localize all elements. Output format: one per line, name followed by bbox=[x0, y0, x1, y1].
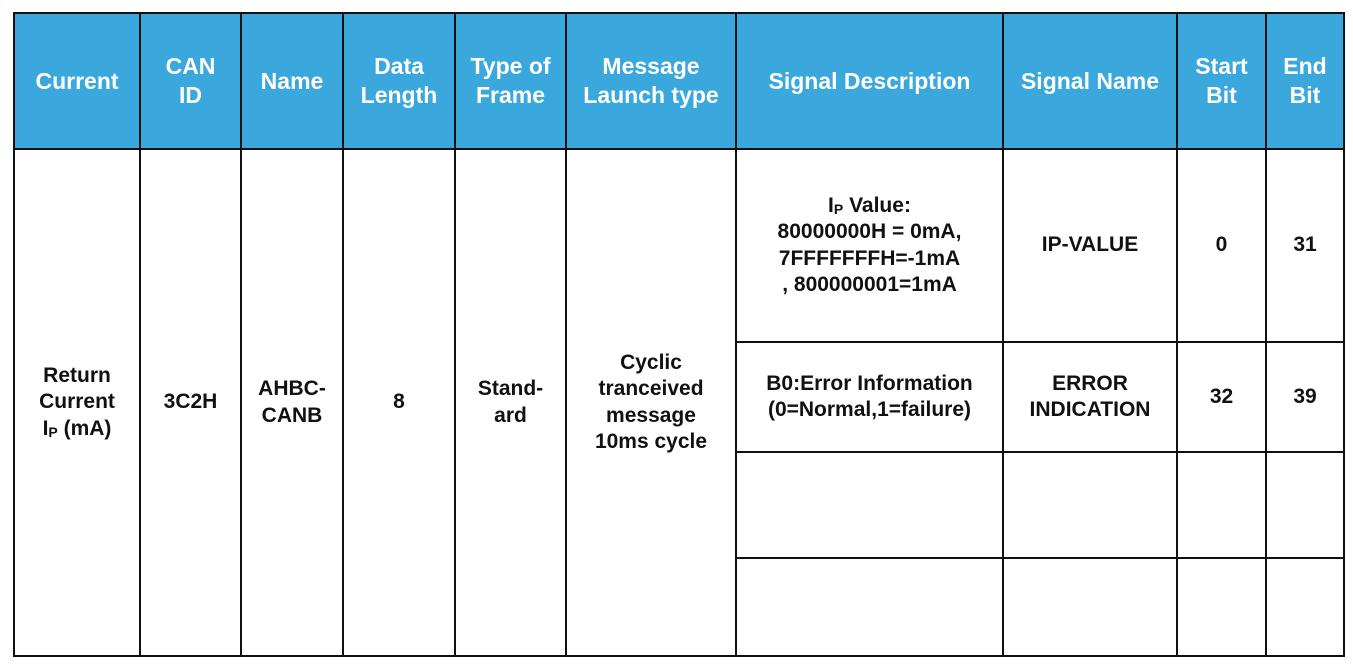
can-message-table bbox=[13, 12, 1345, 657]
cell-message-launch-type bbox=[566, 149, 736, 656]
header-name: Name bbox=[241, 13, 343, 149]
cell-signal-description-error bbox=[736, 342, 1003, 452]
ip-desc-line2: 80000000H = 0mA, bbox=[777, 220, 962, 244]
launch-line1: Cyclic bbox=[620, 351, 682, 374]
cell-can-id: 3C2H bbox=[140, 149, 241, 656]
ip-desc-symbol: I bbox=[828, 194, 834, 217]
cell-empty bbox=[1003, 558, 1177, 656]
error-desc-line2: (0=Normal,1=failure) bbox=[767, 398, 972, 421]
header-end-bit-text: End Bit bbox=[1283, 53, 1327, 108]
cell-empty bbox=[1266, 558, 1344, 656]
header-can-id bbox=[140, 13, 241, 149]
ip-desc-line4: , 800000001=1mA bbox=[782, 272, 957, 296]
cell-end-bit-error: 39 bbox=[1266, 342, 1344, 452]
header-start-bit bbox=[1177, 13, 1266, 149]
cell-empty bbox=[1177, 558, 1266, 656]
error-desc-line1: B0:Error Information bbox=[766, 371, 973, 395]
current-unit: (mA) bbox=[57, 416, 112, 440]
current-symbol: I bbox=[42, 416, 49, 440]
cell-start-bit-ip-value: 0 bbox=[1177, 149, 1266, 342]
cell-empty bbox=[1003, 452, 1177, 558]
table-row bbox=[14, 149, 1344, 342]
cell-signal-name-ip-value: IP-VALUE bbox=[1003, 149, 1177, 342]
ip-desc-line3: 7FFFFFFFH=-1mA bbox=[778, 246, 961, 270]
launch-line4: 10ms cycle bbox=[594, 429, 708, 453]
error-name-line2: INDICATION bbox=[1029, 398, 1151, 421]
header-can-id-text: CAN ID bbox=[165, 53, 216, 108]
name-line2: CANB bbox=[261, 403, 323, 427]
cell-name bbox=[241, 149, 343, 656]
ip-desc-symbol-sub: P bbox=[833, 201, 844, 217]
cell-start-bit-error: 32 bbox=[1177, 342, 1266, 452]
cell-type-of-frame bbox=[455, 149, 566, 656]
frame-line1: Stand- bbox=[477, 377, 544, 401]
current-line2: Current bbox=[39, 390, 115, 414]
cell-signal-name-error bbox=[1003, 342, 1177, 452]
current-symbol-sub: P bbox=[48, 423, 58, 440]
error-name-line1: ERROR bbox=[1052, 371, 1128, 395]
cell-empty bbox=[1266, 452, 1344, 558]
cell-data-length: 8 bbox=[343, 149, 455, 656]
header-type-of-frame: Type of Frame bbox=[455, 13, 566, 149]
header-start-bit-text: Start Bit bbox=[1195, 53, 1248, 108]
header-data-length: Data Length bbox=[343, 13, 455, 149]
cell-empty bbox=[1177, 452, 1266, 558]
cell-end-bit-ip-value: 31 bbox=[1266, 149, 1344, 342]
current-line1: Return bbox=[43, 364, 111, 388]
header-end-bit bbox=[1266, 13, 1344, 149]
ip-desc-title: Value: bbox=[843, 194, 911, 217]
cell-empty bbox=[736, 452, 1003, 558]
header-row bbox=[14, 13, 1344, 149]
header-signal-name: Signal Name bbox=[1003, 13, 1177, 149]
frame-line2: ard bbox=[494, 403, 527, 427]
cell-signal-description-ip-value bbox=[736, 149, 1003, 342]
cell-current bbox=[14, 149, 140, 656]
name-line1: AHBC- bbox=[258, 377, 326, 401]
launch-line3: message bbox=[606, 403, 696, 427]
header-message-launch-type: Message Launch type bbox=[566, 13, 736, 149]
header-current: Current bbox=[14, 13, 140, 149]
cell-empty bbox=[736, 558, 1003, 656]
launch-line2: tranceived bbox=[598, 377, 704, 401]
header-signal-description: Signal Description bbox=[736, 13, 1003, 149]
